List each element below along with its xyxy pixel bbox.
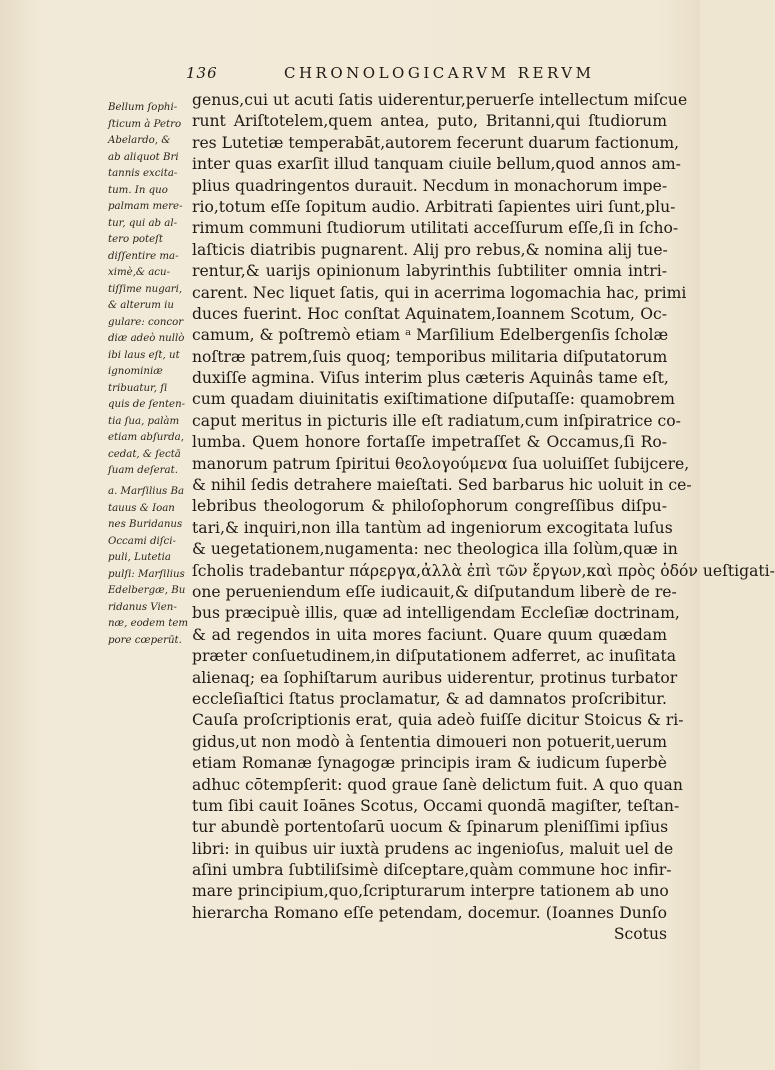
text-line: hierarcha Romano eſſe petendam, docemur. (Ioannes Dunſo	[192, 903, 667, 922]
margin-note-line: diſſentire ma-	[108, 250, 179, 262]
margin-note-line: tum. In quo	[108, 184, 168, 196]
margin-note-line: ab aliquot Bri	[108, 151, 179, 163]
text-line: runt Ariſtotelem,quem antea, puto, Britanni,qui ſtudiorum	[192, 112, 667, 131]
margin-note-line: ridanus Vien-	[108, 601, 177, 613]
margin-note-line: ximè,& acu-	[108, 267, 171, 278]
text-line: præter conſuetudinem,in diſputationem adferret, ac inuſitata	[192, 647, 677, 666]
text-line: caput meritus in picturis ille eſt radiatum,cum inſpiratrice co-	[192, 411, 681, 430]
margin-note-line: ſticum à Petro	[108, 118, 182, 130]
margin-note-line: diæ adeò nullò	[108, 333, 185, 344]
text-line: Cauſa proſcriptionis erat, quia adeò fuiſſe dicitur Stoicus & ri-	[192, 711, 684, 730]
text-line: inter quas exarſit illud tanquam ciuile bellum,quod annos am-	[192, 155, 681, 174]
text-line: etiam Romanæ ſynagogæ principis iram & iudicum ſuperbè	[192, 754, 667, 773]
text-line: cum quadam diuinitatis exiſtimatione diſputaſſe: quamobrem	[192, 390, 675, 409]
margin-note-line: tia ſua, palàm	[108, 415, 180, 427]
body-text	[192, 90, 775, 946]
margin-note-line: puli, Lutetia	[108, 552, 171, 563]
text-line: mare principium,quo,ſcripturarum interpre tationem ab uno	[192, 882, 669, 901]
text-line: libri: in quibus uir iuxtà prudens ac ingenioſus, maluit uel de	[192, 839, 674, 858]
margin-note-line: tauus & Ioan	[108, 502, 175, 514]
margin-note-line: Edelbergæ, Bu	[108, 585, 186, 596]
margin-note-line: ignominiæ	[108, 366, 163, 377]
text-line: manorum patrum ſpiritui θεολογούμενα ſua uoluiſſet ſubijcere,	[192, 454, 690, 473]
text-line: rentur,& uarijs opinionum labyrinthis ſubtiliter omnia intri-	[192, 262, 667, 281]
margin-note-line: etiam abſurda,	[108, 432, 184, 443]
text-line: tur abundè portentoſarū uocum & ſpinarum pleniſſimi ipſius	[192, 818, 669, 837]
margin-note-line: Occami diſci-	[108, 535, 176, 547]
margin-note-line: a. Marſilius Ba	[108, 486, 185, 497]
text-line: camum, & poſtremò etiam ᵃ Marſilium Edelbergenſis ſcholæ	[192, 326, 669, 345]
margin-note-line: Bellum ſophi-	[108, 102, 178, 113]
margin-note-line: palmam mere-	[108, 201, 183, 212]
text-line: rio,totum eſſe ſopitum audio. Arbitrati ſapientes uiri ſunt,plu-	[192, 197, 676, 216]
text-line: duxiſſe agmina. Viſus interim plus cæteris Aquinâs tame eſt,	[192, 369, 669, 388]
text-line: ſcholis tradebantur πάρεργα,ἀλλὰ ἐπὶ τῶν ἔργων,καὶ πρὸς ὁδόν ueſtigati-	[192, 561, 775, 580]
running-title: CHRONOLOGICARVM RERVM	[284, 64, 595, 82]
page-header	[186, 64, 606, 86]
margin-note-line: pore cœperūt.	[108, 634, 182, 646]
margin-note-line: ibi laus eſt, ut	[108, 349, 180, 361]
margin-note-marsilius	[108, 484, 192, 649]
margin-note-line: tero poteſt	[108, 234, 164, 245]
text-line: alienaq; ea ſophiſtarum auribus uiderentur, protinus turbator	[192, 668, 678, 687]
text-line: res Lutetiæ temperabāt,autorem fecerunt duarum factionum,	[192, 133, 680, 152]
margin-note-line: Abelardo, &	[108, 135, 171, 146]
margin-note-line: ſuam deſerat.	[108, 465, 178, 476]
text-line: lumba. Quem honore fortaſſe impetraſſet & Occamus,ſi Ro-	[192, 433, 667, 452]
text-line: genus,cui ut acuti ſatis uiderentur,peruerſe intellectum miſcue	[192, 91, 688, 109]
page-number: 136	[186, 64, 218, 82]
margin-note-line: cedat, & ſectā	[108, 448, 181, 460]
margin-note-line: quis de ſenten-	[108, 399, 186, 410]
text-line: aſini umbra ſubtiliſsimè diſceptare,quàm commune hoc infir-	[192, 861, 672, 880]
text-line: tari,& inquiri,non illa tantùm ad ingeniorum excogitata luſus	[192, 518, 673, 537]
text-line: bus præcipuè illis, quæ ad intelligendam Eccleſiæ doctrinam,	[192, 604, 680, 623]
margin-note-line: gulare: concor	[108, 316, 184, 328]
text-line: plius quadringentos durauit. Necdum in monachorum impe-	[192, 176, 668, 195]
text-line: rimum communi ſtudiorum utilitati acceſſurum eſſe,ſi in ſcho-	[192, 219, 679, 238]
margin-note-line: nes Buridanus	[108, 519, 183, 530]
margin-note-line: tur, qui ab al-	[108, 217, 178, 229]
margin-note-philosophical-war	[108, 100, 192, 480]
text-line: duces fuerint. Hoc conſtat Aquinatem,Ioannem Scotum, Oc-	[192, 304, 667, 323]
text-line: gidus,ut non modò à ſententia dimoueri non potuerit,uerum	[192, 732, 667, 751]
margin-note-line: tannis excita-	[108, 168, 178, 179]
margin-note-line: & alterum iu	[108, 300, 174, 311]
text-line: one perueniendum eſſe iudicauit,& diſputandum liberè de re-	[192, 582, 677, 601]
text-line: tum ſibi cauit Ioānes Scotus, Occami quondā magiſter, teſtan-	[192, 796, 680, 815]
text-line: adhuc cōtempſerit: quod graue ſanè delictum fuit. A quo quan	[192, 775, 683, 794]
text-line: & ad regendos in uita mores faciunt. Quare quum quædam	[192, 625, 667, 644]
text-line: carent. Nec liquet ſatis, qui in acerrima logomachia hac, primi	[192, 283, 687, 302]
text-line: Scotus	[613, 925, 667, 944]
text-line: laſticis diatribis pugnarent. Alij pro rebus,& nomina alij tue-	[192, 240, 668, 259]
margin-note-line: næ, eodem tem	[108, 618, 189, 629]
text-line: & uegetationem,nugamenta: nec theologica illa ſolùm,quæ in	[192, 540, 678, 559]
text-line: noſtræ patrem,ſuis quoq; temporibus militaria diſputatorum	[192, 347, 668, 366]
margin-note-line: tiſſime nugari,	[108, 283, 183, 295]
text-line: eccleſiaſtici ſtatus proclamatur, & ad damnatos proſcribitur.	[192, 689, 667, 708]
margin-note-line: tribuatur, ſi	[108, 382, 168, 394]
text-line: & nihil ſedis detrahere maieſtati. Sed barbarus hic uoluit in ce-	[192, 476, 692, 495]
text-line: lebribus theologorum & philoſophorum congreſſibus diſpu-	[192, 497, 667, 516]
margin-note-line: pulſi: Marſilius	[108, 568, 185, 580]
